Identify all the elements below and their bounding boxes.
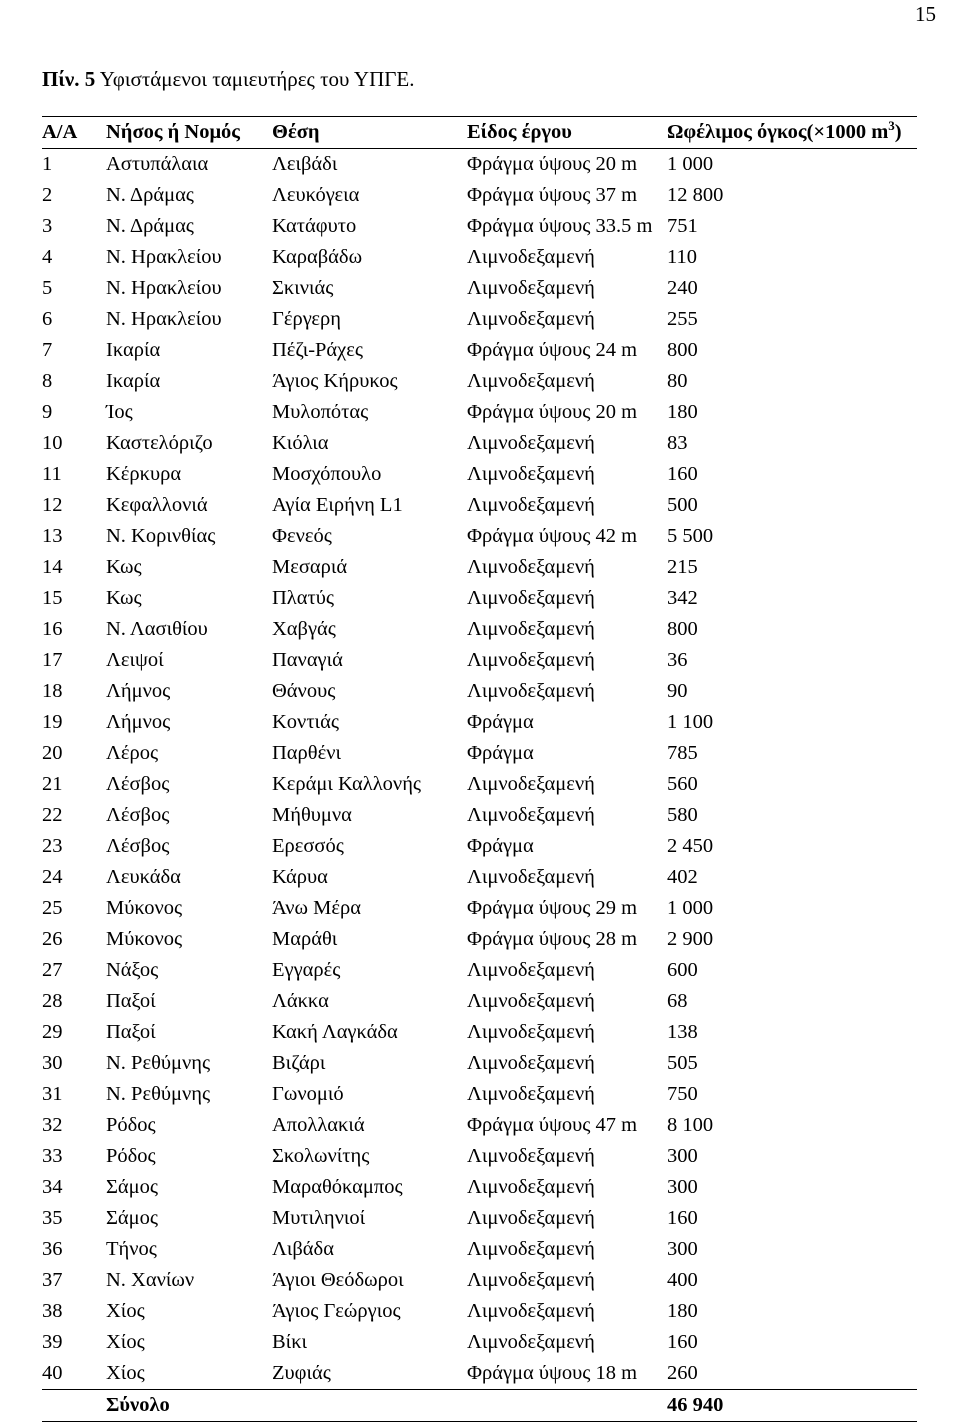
- cell-island: Ν. Ηρακλείου: [106, 246, 222, 268]
- table-row: [42, 676, 917, 707]
- cell-volume: 1 000: [667, 153, 714, 175]
- cell-aa: 39: [42, 1331, 63, 1353]
- cell-type: Λιμνοδεξαμενή: [467, 556, 595, 578]
- cell-type: Φράγμα ύψους 47 m: [467, 1114, 638, 1136]
- cell-aa: 3: [42, 215, 53, 237]
- cell-location: Λευκόγεια: [272, 184, 360, 206]
- cell-location: Μαράθι: [272, 928, 338, 950]
- table-row: [42, 428, 917, 459]
- cell-volume: 138: [667, 1021, 698, 1043]
- cell-location: Κακή Λαγκάδα: [272, 1021, 398, 1043]
- cell-volume: 580: [667, 804, 698, 826]
- cell-type: Φράγμα ύψους 20 m: [467, 153, 638, 175]
- cell-volume: 300: [667, 1238, 698, 1260]
- table-row: [42, 211, 917, 242]
- cell-volume: 36: [667, 649, 688, 671]
- cell-location: Γωνομιό: [272, 1083, 344, 1105]
- table-row: [42, 459, 917, 490]
- cell-island: Κως: [106, 556, 142, 578]
- cell-island: Χίος: [106, 1362, 145, 1384]
- cell-volume: 90: [667, 680, 688, 702]
- reservoirs-table: [42, 116, 917, 1422]
- cell-type: Λιμνοδεξαμενή: [467, 1238, 595, 1260]
- cell-aa: 9: [42, 401, 53, 423]
- table-row: [42, 180, 917, 211]
- cell-volume: 83: [667, 432, 688, 454]
- cell-location: Παρθένι: [272, 742, 341, 764]
- cell-location: Μήθυμνα: [272, 804, 352, 826]
- cell-volume: 1 000: [667, 897, 714, 919]
- cell-aa: 11: [42, 463, 62, 485]
- table-row: [42, 583, 917, 614]
- cell-island: Χίος: [106, 1331, 145, 1353]
- cell-type: Λιμνοδεξαμενή: [467, 1300, 595, 1322]
- cell-aa: 19: [42, 711, 63, 733]
- cell-island: Χίος: [106, 1300, 145, 1322]
- cell-island: Κέρκυρα: [106, 463, 182, 485]
- cell-type: Λιμνοδεξαμενή: [467, 1052, 595, 1074]
- cell-volume: 2 900: [667, 928, 714, 950]
- cell-aa: 31: [42, 1083, 63, 1105]
- cell-location: Εγγαρές: [272, 959, 341, 981]
- cell-island: Ικαρία: [106, 339, 161, 361]
- cell-volume: 785: [667, 742, 698, 764]
- table-row: [42, 1141, 917, 1172]
- cell-island: Λειψοί: [106, 649, 164, 671]
- cell-volume: 1 100: [667, 711, 714, 733]
- cell-aa: 22: [42, 804, 63, 826]
- header-location: Θέση: [272, 121, 320, 143]
- cell-type: Λιμνοδεξαμενή: [467, 959, 595, 981]
- cell-type: Λιμνοδεξαμενή: [467, 1207, 595, 1229]
- cell-volume: 160: [667, 463, 698, 485]
- total-spacer: [42, 1390, 106, 1422]
- cell-aa: 23: [42, 835, 63, 857]
- table-row: [42, 614, 917, 645]
- cell-island: Ικαρία: [106, 370, 161, 392]
- cell-type: Λιμνοδεξαμενή: [467, 308, 595, 330]
- cell-volume: 300: [667, 1176, 698, 1198]
- cell-aa: 26: [42, 928, 63, 950]
- cell-location: Άγιοι Θεόδωροι: [272, 1269, 404, 1291]
- table-row: [42, 1172, 917, 1203]
- table-row: [42, 1048, 917, 1079]
- cell-type: Φράγμα: [467, 835, 534, 857]
- table-row: [42, 800, 917, 831]
- table-row: [42, 366, 917, 397]
- cell-location: Μαραθόκαμπος: [272, 1176, 403, 1198]
- cell-type: Φράγμα ύψους 20 m: [467, 401, 638, 423]
- cell-aa: 28: [42, 990, 63, 1012]
- cell-island: Ν. Ρεθύμνης: [106, 1083, 211, 1105]
- cell-island: Ν. Δράμας: [106, 184, 194, 206]
- cell-island: Σάμος: [106, 1176, 159, 1198]
- table-caption: Υφιστάμενοι ταμιευτήρες του ΥΠΓΕ.: [95, 67, 415, 91]
- cell-island: Λέσβος: [106, 773, 170, 795]
- cell-type: Φράγμα ύψους 29 m: [467, 897, 638, 919]
- cell-volume: 260: [667, 1362, 698, 1384]
- cell-location: Λάκκα: [272, 990, 329, 1012]
- cell-location: Γέργερη: [272, 308, 341, 330]
- cell-location: Βίκι: [272, 1331, 308, 1353]
- table-row: [42, 986, 917, 1017]
- cell-type: Λιμνοδεξαμενή: [467, 1021, 595, 1043]
- table-row: [42, 149, 917, 181]
- table-row: [42, 769, 917, 800]
- table-row: [42, 955, 917, 986]
- cell-volume: 8 100: [667, 1114, 714, 1136]
- cell-type: Φράγμα ύψους 33.5 m: [467, 215, 653, 237]
- cell-aa: 4: [42, 246, 53, 268]
- total-spacer: [467, 1390, 667, 1422]
- cell-location: Σκολωνίτης: [272, 1145, 370, 1167]
- table-row: [42, 335, 917, 366]
- total-row: [42, 1390, 917, 1422]
- cell-type: Λιμνοδεξαμενή: [467, 1176, 595, 1198]
- cell-aa: 1: [42, 153, 53, 175]
- cell-type: Λιμνοδεξαμενή: [467, 1083, 595, 1105]
- cell-type: Λιμνοδεξαμενή: [467, 494, 595, 516]
- cell-aa: 36: [42, 1238, 63, 1260]
- cell-volume: 240: [667, 277, 698, 299]
- cell-location: Πλατύς: [272, 587, 334, 609]
- cell-island: Ν. Ηρακλείου: [106, 308, 222, 330]
- table-body: [42, 149, 917, 1422]
- cell-island: Κεφαλλονιά: [106, 494, 208, 516]
- table-row: [42, 1296, 917, 1327]
- cell-volume: 342: [667, 587, 698, 609]
- cell-aa: 27: [42, 959, 63, 981]
- cell-volume: 160: [667, 1207, 698, 1229]
- table-row: [42, 304, 917, 335]
- cell-island: Μύκονος: [106, 897, 183, 919]
- cell-location: Μυλοπότας: [272, 401, 369, 423]
- table-row: [42, 490, 917, 521]
- cell-island: Νάξος: [106, 959, 159, 981]
- cell-location: Παναγιά: [272, 649, 343, 671]
- header-aa: Α/Α: [42, 121, 78, 143]
- cell-type: Φράγμα ύψους 24 m: [467, 339, 638, 361]
- header-volume-sup: 3: [888, 118, 895, 134]
- cell-aa: 20: [42, 742, 63, 764]
- cell-type: Λιμνοδεξαμενή: [467, 990, 595, 1012]
- cell-type: Λιμνοδεξαμενή: [467, 618, 595, 640]
- cell-type: Λιμνοδεξαμενή: [467, 1145, 595, 1167]
- table-row: [42, 924, 917, 955]
- cell-island: Λευκάδα: [106, 866, 181, 888]
- table-row: [42, 1017, 917, 1048]
- cell-location: Πέζι-Ράχες: [272, 339, 363, 361]
- table-title: [42, 67, 414, 92]
- cell-type: Φράγμα ύψους 37 m: [467, 184, 638, 206]
- table-row: [42, 242, 917, 273]
- cell-volume: 5 500: [667, 525, 714, 547]
- cell-aa: 13: [42, 525, 63, 547]
- cell-location: Βιζάρι: [272, 1052, 326, 1074]
- cell-type: Λιμνοδεξαμενή: [467, 1331, 595, 1353]
- header-type: Είδος έργου: [467, 121, 572, 143]
- table-label: Πίν. 5: [42, 67, 96, 91]
- cell-island: Ρόδος: [106, 1145, 156, 1167]
- cell-aa: 17: [42, 649, 63, 671]
- cell-island: Ν. Λασιθίου: [106, 618, 208, 640]
- cell-aa: 18: [42, 680, 63, 702]
- cell-location: Κοντιάς: [272, 711, 339, 733]
- cell-location: Αγία Ειρήνη L1: [272, 494, 403, 516]
- header-row: [42, 117, 917, 149]
- cell-aa: 5: [42, 277, 53, 299]
- table-row: [42, 273, 917, 304]
- cell-volume: 400: [667, 1269, 698, 1291]
- cell-volume: 500: [667, 494, 698, 516]
- table-row: [42, 1265, 917, 1296]
- cell-volume: 180: [667, 401, 698, 423]
- table-row: [42, 1358, 917, 1390]
- table-row: [42, 831, 917, 862]
- cell-aa: 7: [42, 339, 53, 361]
- cell-island: Λέσβος: [106, 835, 170, 857]
- cell-type: Λιμνοδεξαμενή: [467, 432, 595, 454]
- cell-type: Λιμνοδεξαμενή: [467, 277, 595, 299]
- cell-aa: 35: [42, 1207, 63, 1229]
- cell-location: Φενεός: [272, 525, 332, 547]
- cell-aa: 40: [42, 1362, 63, 1384]
- header-island: Νήσος ή Νομός: [106, 121, 240, 143]
- cell-type: Λιμνοδεξαμενή: [467, 370, 595, 392]
- cell-island: Λήμνος: [106, 680, 171, 702]
- cell-type: Φράγμα: [467, 742, 534, 764]
- cell-island: Σάμος: [106, 1207, 159, 1229]
- cell-island: Τήνος: [106, 1238, 157, 1260]
- cell-type: Λιμνοδεξαμενή: [467, 1269, 595, 1291]
- cell-aa: 25: [42, 897, 63, 919]
- cell-volume: 68: [667, 990, 688, 1012]
- cell-aa: 12: [42, 494, 63, 516]
- cell-aa: 15: [42, 587, 63, 609]
- cell-aa: 2: [42, 184, 53, 206]
- cell-island: Λέρος: [106, 742, 159, 764]
- cell-volume: 2 450: [667, 835, 714, 857]
- cell-aa: 10: [42, 432, 63, 454]
- cell-volume: 600: [667, 959, 698, 981]
- table-row: [42, 862, 917, 893]
- cell-aa: 37: [42, 1269, 63, 1291]
- cell-location: Κιόλια: [272, 432, 329, 454]
- cell-volume: 800: [667, 618, 698, 640]
- cell-aa: 38: [42, 1300, 63, 1322]
- cell-location: Άγιος Γεώργιος: [272, 1300, 401, 1322]
- total-volume: 46 940: [667, 1394, 724, 1416]
- cell-volume: 300: [667, 1145, 698, 1167]
- cell-type: Λιμνοδεξαμενή: [467, 587, 595, 609]
- cell-type: Φράγμα ύψους 28 m: [467, 928, 638, 950]
- cell-volume: 160: [667, 1331, 698, 1353]
- cell-type: Λιμνοδεξαμενή: [467, 649, 595, 671]
- cell-volume: 80: [667, 370, 688, 392]
- table-row: [42, 893, 917, 924]
- cell-island: Λήμνος: [106, 711, 171, 733]
- cell-island: Παξοί: [106, 1021, 156, 1043]
- cell-location: Άγιος Κήρυκος: [272, 370, 398, 392]
- cell-volume: 505: [667, 1052, 698, 1074]
- cell-location: Μοσχόπουλο: [272, 463, 382, 485]
- cell-location: Άνω Μέρα: [272, 897, 361, 919]
- cell-aa: 32: [42, 1114, 63, 1136]
- cell-island: Ίος: [106, 401, 133, 423]
- cell-volume: 751: [667, 215, 698, 237]
- cell-island: Ν. Ρεθύμνης: [106, 1052, 211, 1074]
- cell-volume: 402: [667, 866, 698, 888]
- cell-volume: 215: [667, 556, 698, 578]
- table-row: [42, 397, 917, 428]
- cell-location: Ζυφιάς: [272, 1362, 331, 1384]
- cell-type: Φράγμα ύψους 18 m: [467, 1362, 638, 1384]
- cell-aa: 33: [42, 1145, 63, 1167]
- cell-location: Μυτιληνιοί: [272, 1207, 366, 1229]
- table-row: [42, 738, 917, 769]
- header-volume: [667, 117, 917, 149]
- cell-location: Καραβάδω: [272, 246, 363, 268]
- table-row: [42, 1079, 917, 1110]
- table-row: [42, 1203, 917, 1234]
- total-spacer: [272, 1390, 467, 1422]
- cell-type: Λιμνοδεξαμενή: [467, 680, 595, 702]
- cell-island: Ρόδος: [106, 1114, 156, 1136]
- cell-location: Χαβγάς: [272, 618, 336, 640]
- cell-location: Κατάφυτο: [272, 215, 357, 237]
- cell-volume: 12 800: [667, 184, 724, 206]
- cell-aa: 30: [42, 1052, 63, 1074]
- header-volume-end: ): [894, 121, 902, 143]
- header-volume-text: Ωφέλιμος όγκος(×1000 m: [667, 121, 889, 143]
- cell-type: Φράγμα: [467, 711, 534, 733]
- cell-volume: 180: [667, 1300, 698, 1322]
- table-row: [42, 552, 917, 583]
- cell-location: Κάρυα: [272, 866, 328, 888]
- table-row: [42, 645, 917, 676]
- cell-location: Θάνους: [272, 680, 336, 702]
- cell-location: Λειβάδι: [272, 153, 338, 175]
- cell-aa: 8: [42, 370, 53, 392]
- table-row: [42, 707, 917, 738]
- cell-aa: 14: [42, 556, 63, 578]
- cell-volume: 800: [667, 339, 698, 361]
- cell-island: Αστυπάλαια: [106, 153, 209, 175]
- cell-type: Λιμνοδεξαμενή: [467, 804, 595, 826]
- cell-location: Απολλακιά: [272, 1114, 365, 1136]
- cell-type: Φράγμα ύψους 42 m: [467, 525, 638, 547]
- table-row: [42, 1234, 917, 1265]
- cell-aa: 6: [42, 308, 53, 330]
- cell-type: Λιμνοδεξαμενή: [467, 246, 595, 268]
- cell-type: Λιμνοδεξαμενή: [467, 463, 595, 485]
- cell-aa: 29: [42, 1021, 63, 1043]
- cell-volume: 560: [667, 773, 698, 795]
- cell-volume: 750: [667, 1083, 698, 1105]
- cell-location: Κεράμι Καλλονής: [272, 773, 422, 795]
- cell-aa: 34: [42, 1176, 63, 1198]
- cell-volume: 255: [667, 308, 698, 330]
- table-row: [42, 521, 917, 552]
- total-label: Σύνολο: [106, 1394, 170, 1416]
- page-number: 15: [915, 2, 936, 26]
- cell-type: Λιμνοδεξαμενή: [467, 866, 595, 888]
- table-row: [42, 1327, 917, 1358]
- cell-island: Λέσβος: [106, 804, 170, 826]
- cell-island: Κως: [106, 587, 142, 609]
- cell-island: Ν. Δράμας: [106, 215, 194, 237]
- cell-location: Σκινιάς: [272, 277, 334, 299]
- cell-aa: 16: [42, 618, 63, 640]
- cell-island: Παξοί: [106, 990, 156, 1012]
- cell-island: Μύκονος: [106, 928, 183, 950]
- cell-volume: 110: [667, 246, 697, 268]
- cell-island: Ν. Ηρακλείου: [106, 277, 222, 299]
- cell-location: Μεσαριά: [272, 556, 348, 578]
- cell-aa: 24: [42, 866, 63, 888]
- cell-island: Καστελόριζο: [106, 432, 213, 454]
- cell-aa: 21: [42, 773, 63, 795]
- cell-location: Λιβάδα: [272, 1238, 334, 1260]
- table-row: [42, 1110, 917, 1141]
- cell-type: Λιμνοδεξαμενή: [467, 773, 595, 795]
- cell-island: Ν. Χανίων: [106, 1269, 195, 1291]
- cell-island: Ν. Κορινθίας: [106, 525, 216, 547]
- cell-location: Ερεσσός: [272, 835, 344, 857]
